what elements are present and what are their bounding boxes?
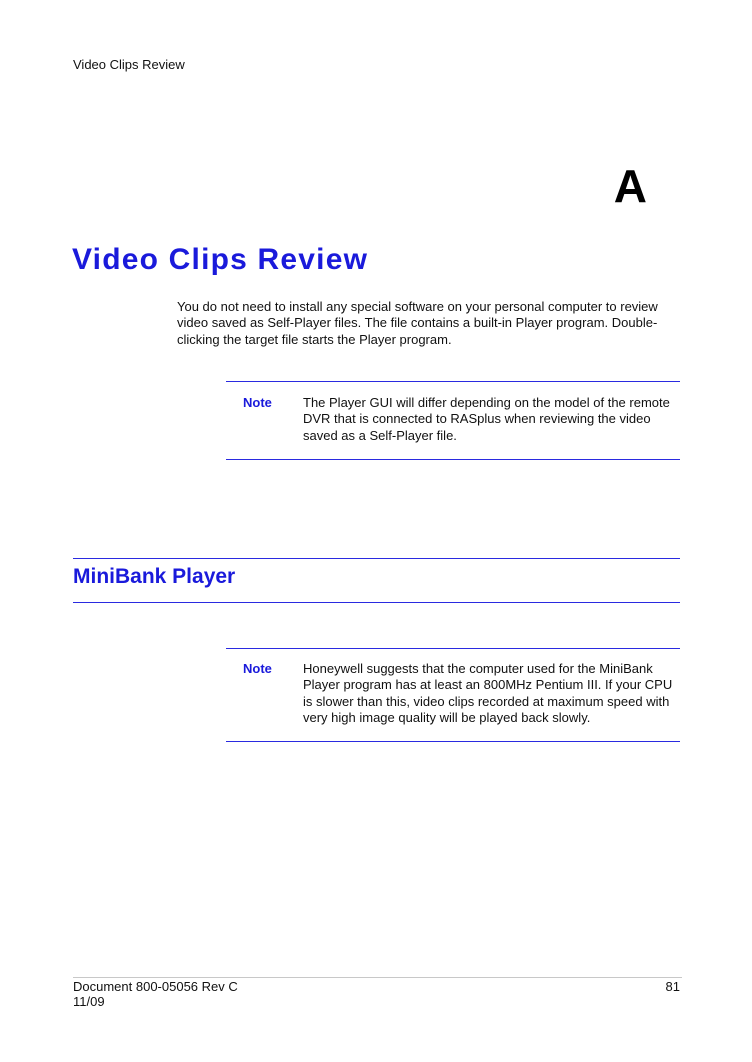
- note-text: The Player GUI will differ depending on the model of the remote DVR that is connected to RASplus when reviewing the video saved as a Self-Player file.: [303, 395, 670, 443]
- intro-paragraph: You do not need to install any special software on your personal computer to review video saved as Self-Player files. The file contains a built-in Player program. Double-clicking the target file starts the Player program.: [177, 299, 658, 347]
- footer-date: 11/09: [73, 993, 105, 1009]
- section-rule-bottom: [73, 602, 680, 603]
- footer-rule: [73, 977, 682, 978]
- note-label: Note: [243, 395, 272, 410]
- footer-document-id: Document 800-05056 Rev C: [73, 979, 238, 994]
- page-number: 81: [665, 979, 680, 994]
- note-block-player-gui: [226, 381, 680, 460]
- running-header: Video Clips Review: [73, 57, 185, 72]
- note-text: Honeywell suggests that the computer used for the MiniBank Player program has at least an 800MHz Pentium III. If your CPU is slower than this, video clips recorded at maximum speed with very high image quality will be played back slowly.: [303, 661, 673, 725]
- appendix-letter: A: [613, 160, 647, 212]
- section-rule-top: [73, 558, 680, 559]
- note-block-minibank: [226, 648, 680, 742]
- chapter-title: Video Clips Review: [72, 243, 369, 276]
- footer-document-info: [73, 980, 238, 1009]
- section-title: MiniBank Player: [73, 565, 236, 588]
- note-label: Note: [243, 661, 272, 676]
